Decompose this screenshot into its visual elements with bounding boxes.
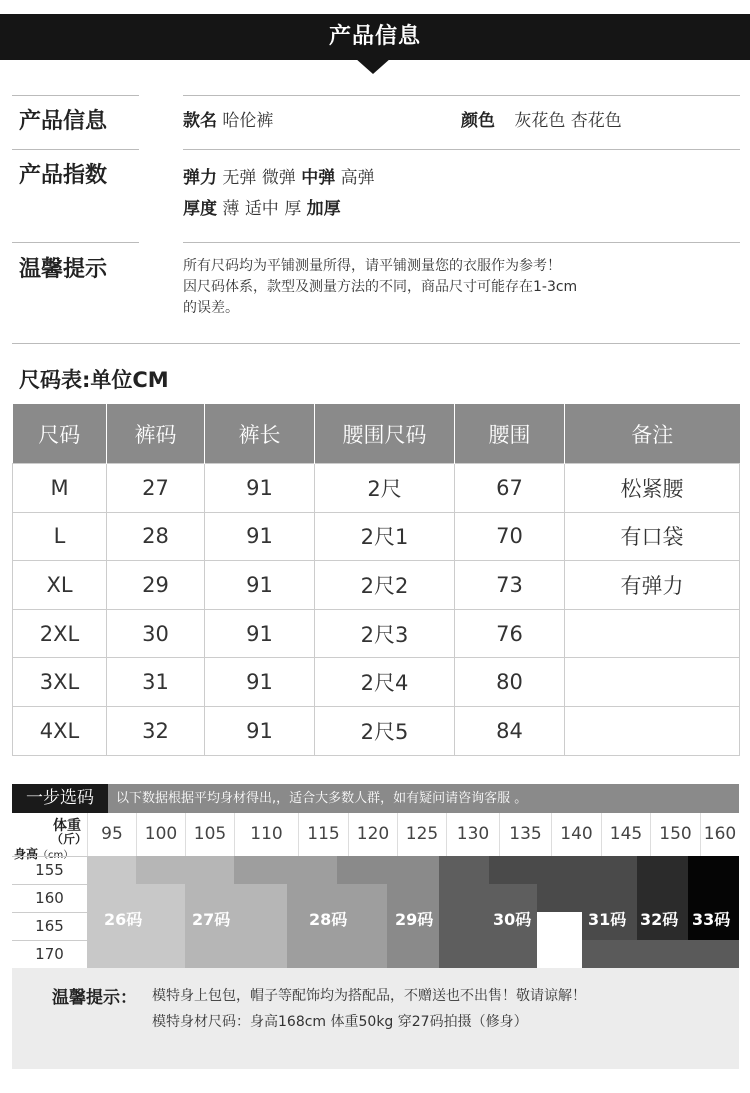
color-value: 灰花色 杏花色: [514, 111, 622, 131]
size-block: [688, 940, 739, 968]
size-block: [489, 856, 637, 884]
table-cell: 29: [107, 561, 205, 610]
elastic-row: [183, 163, 375, 188]
table-cell: L: [13, 512, 107, 561]
weight-label: 体重: [53, 818, 81, 834]
table-row: [13, 706, 740, 755]
height-cell: 165: [12, 912, 87, 939]
size-block: [337, 856, 439, 884]
table-cell: 76: [455, 609, 565, 658]
table-row: [13, 464, 740, 513]
table-cell: 2尺2: [315, 561, 455, 610]
table-row: [13, 512, 740, 561]
table-cell: 2尺: [315, 464, 455, 513]
header-cell: 裤长: [205, 404, 315, 464]
size-label: 30码: [493, 910, 532, 929]
height-label: 身高: [14, 847, 39, 861]
table-cell: 有弹力: [565, 561, 740, 610]
banner-title: 产品信息: [328, 24, 421, 49]
weight-cell: 145: [601, 813, 650, 856]
size-chart-title: 尺码表:单位CM: [19, 368, 169, 392]
divider: [183, 242, 740, 243]
size-label: 33码: [692, 910, 731, 929]
weight-cell: 115: [298, 813, 348, 856]
section-title-index: 产品指数: [19, 163, 108, 188]
header-cell: 备注: [565, 404, 740, 464]
table-cell: 30: [107, 609, 205, 658]
table-cell: 松紧腰: [565, 464, 740, 513]
thickness-label: 厚度: [183, 199, 217, 219]
table-cell: 73: [455, 561, 565, 610]
step-label: 一步选码: [12, 784, 108, 813]
size-label: 32码: [640, 910, 679, 929]
weight-cell: 160: [700, 813, 739, 856]
weight-cell: 140: [551, 813, 601, 856]
table-cell: 91: [205, 609, 315, 658]
divider: [183, 95, 740, 96]
style-label: 款名: [183, 111, 217, 131]
notice-line: 因尺码体系，款型及测量方法的不同，商品尺寸可能存在1-3cm: [183, 279, 578, 295]
table-cell: 2尺1: [315, 512, 455, 561]
table-row: [13, 609, 740, 658]
height-cell: 155: [12, 856, 87, 883]
size-recommendation-chart: [12, 784, 739, 968]
elastic-option: 无弹: [222, 168, 257, 188]
banner-pointer: [355, 58, 391, 74]
divider: [12, 242, 139, 243]
weight-cell: 95: [87, 813, 136, 856]
divider: [183, 149, 740, 150]
divider: [12, 95, 139, 96]
table-cell: 4XL: [13, 706, 107, 755]
elastic-option: 高弹: [340, 168, 375, 188]
style-row: [183, 106, 273, 131]
table-cell: XL: [13, 561, 107, 610]
weight-cell: 150: [650, 813, 700, 856]
size-label: 31码: [588, 910, 627, 929]
style-value: 哈伦裤: [222, 111, 274, 131]
table-cell: 31: [107, 658, 205, 707]
weight-cell: 135: [499, 813, 551, 856]
divider: [12, 343, 740, 344]
weight-cell: 110: [234, 813, 298, 856]
weight-cell: 105: [185, 813, 234, 856]
notice-line: 所有尺码均为平铺测量所得，请平铺测量您的衣服作为参考！: [183, 258, 561, 274]
height-cell: 160: [12, 884, 87, 911]
header-cell: 腰围尺码: [315, 404, 455, 464]
table-cell: [565, 609, 740, 658]
size-blocks: [12, 784, 739, 968]
weight-unit: （斤）: [50, 832, 87, 846]
table-cell: 91: [205, 464, 315, 513]
thickness-option-selected: 加厚: [306, 199, 341, 219]
section-title-notice: 温馨提示: [19, 257, 108, 282]
table-cell: 有口袋: [565, 512, 740, 561]
size-block: [537, 884, 582, 912]
size-block: [136, 856, 234, 884]
elastic-option-selected: 中弹: [301, 168, 336, 188]
size-label: 28码: [309, 910, 348, 929]
height-cell: 170: [12, 940, 87, 967]
table-row: [13, 561, 740, 610]
table-cell: [565, 658, 740, 707]
table-cell: M: [13, 464, 107, 513]
table-cell: 2尺5: [315, 706, 455, 755]
size-label: 26码: [104, 910, 143, 929]
header-cell: 腰围: [455, 404, 565, 464]
table-cell: 2尺3: [315, 609, 455, 658]
step-description: 以下数据根据平均身材得出,，适合大多数人群，如有疑问请咨询客服 。: [116, 791, 528, 806]
size-label: 27码: [192, 910, 231, 929]
size-label: 29码: [395, 910, 434, 929]
table-cell: 67: [455, 464, 565, 513]
table-cell: 91: [205, 658, 315, 707]
size-block: [439, 856, 489, 968]
table-cell: 84: [455, 706, 565, 755]
table-cell: 80: [455, 658, 565, 707]
elastic-label: 弹力: [183, 168, 217, 188]
size-block: [582, 940, 637, 968]
table-row: [13, 658, 740, 707]
table-cell: 32: [107, 706, 205, 755]
weight-cell: 100: [136, 813, 185, 856]
table-cell: 28: [107, 512, 205, 561]
tip-line: 模特身材尺码：身高168cm 体重50kg 穿27码拍摄（修身）: [152, 1014, 528, 1030]
header-cell: 裤码: [107, 404, 205, 464]
table-cell: 91: [205, 561, 315, 610]
table-cell: 91: [205, 706, 315, 755]
table-cell: 91: [205, 512, 315, 561]
section-title-info: 产品信息: [19, 109, 108, 134]
weight-cell: 130: [446, 813, 499, 856]
color-row: [461, 106, 622, 131]
table-cell: 3XL: [13, 658, 107, 707]
thickness-option: 适中: [244, 199, 279, 219]
divider: [12, 149, 139, 150]
thickness-option: 厚: [284, 199, 302, 219]
size-block: [136, 884, 185, 968]
size-block: [637, 940, 688, 968]
elastic-option: 微弹: [261, 168, 296, 188]
weight-cell: 120: [348, 813, 397, 856]
size-table-header: [13, 404, 740, 464]
tip-line: 模特身上包包，帽子等配饰均为搭配品，不赠送也不出售！敬请谅解！: [152, 988, 586, 1004]
size-block: [234, 856, 337, 884]
table-cell: [565, 706, 740, 755]
weight-cell: 125: [397, 813, 446, 856]
color-label: 颜色: [461, 111, 495, 131]
thickness-option: 薄: [222, 199, 240, 219]
notice-text: [183, 256, 577, 319]
notice-line: 的误差。: [183, 300, 239, 316]
tip-title: 温馨提示：: [52, 988, 137, 1008]
table-cell: 2XL: [13, 609, 107, 658]
header-cell: 尺码: [13, 404, 107, 464]
table-cell: 27: [107, 464, 205, 513]
table-cell: 2尺4: [315, 658, 455, 707]
thickness-row: [183, 194, 341, 219]
size-table: [12, 404, 740, 756]
height-unit: （cm）: [38, 850, 74, 861]
table-cell: 70: [455, 512, 565, 561]
